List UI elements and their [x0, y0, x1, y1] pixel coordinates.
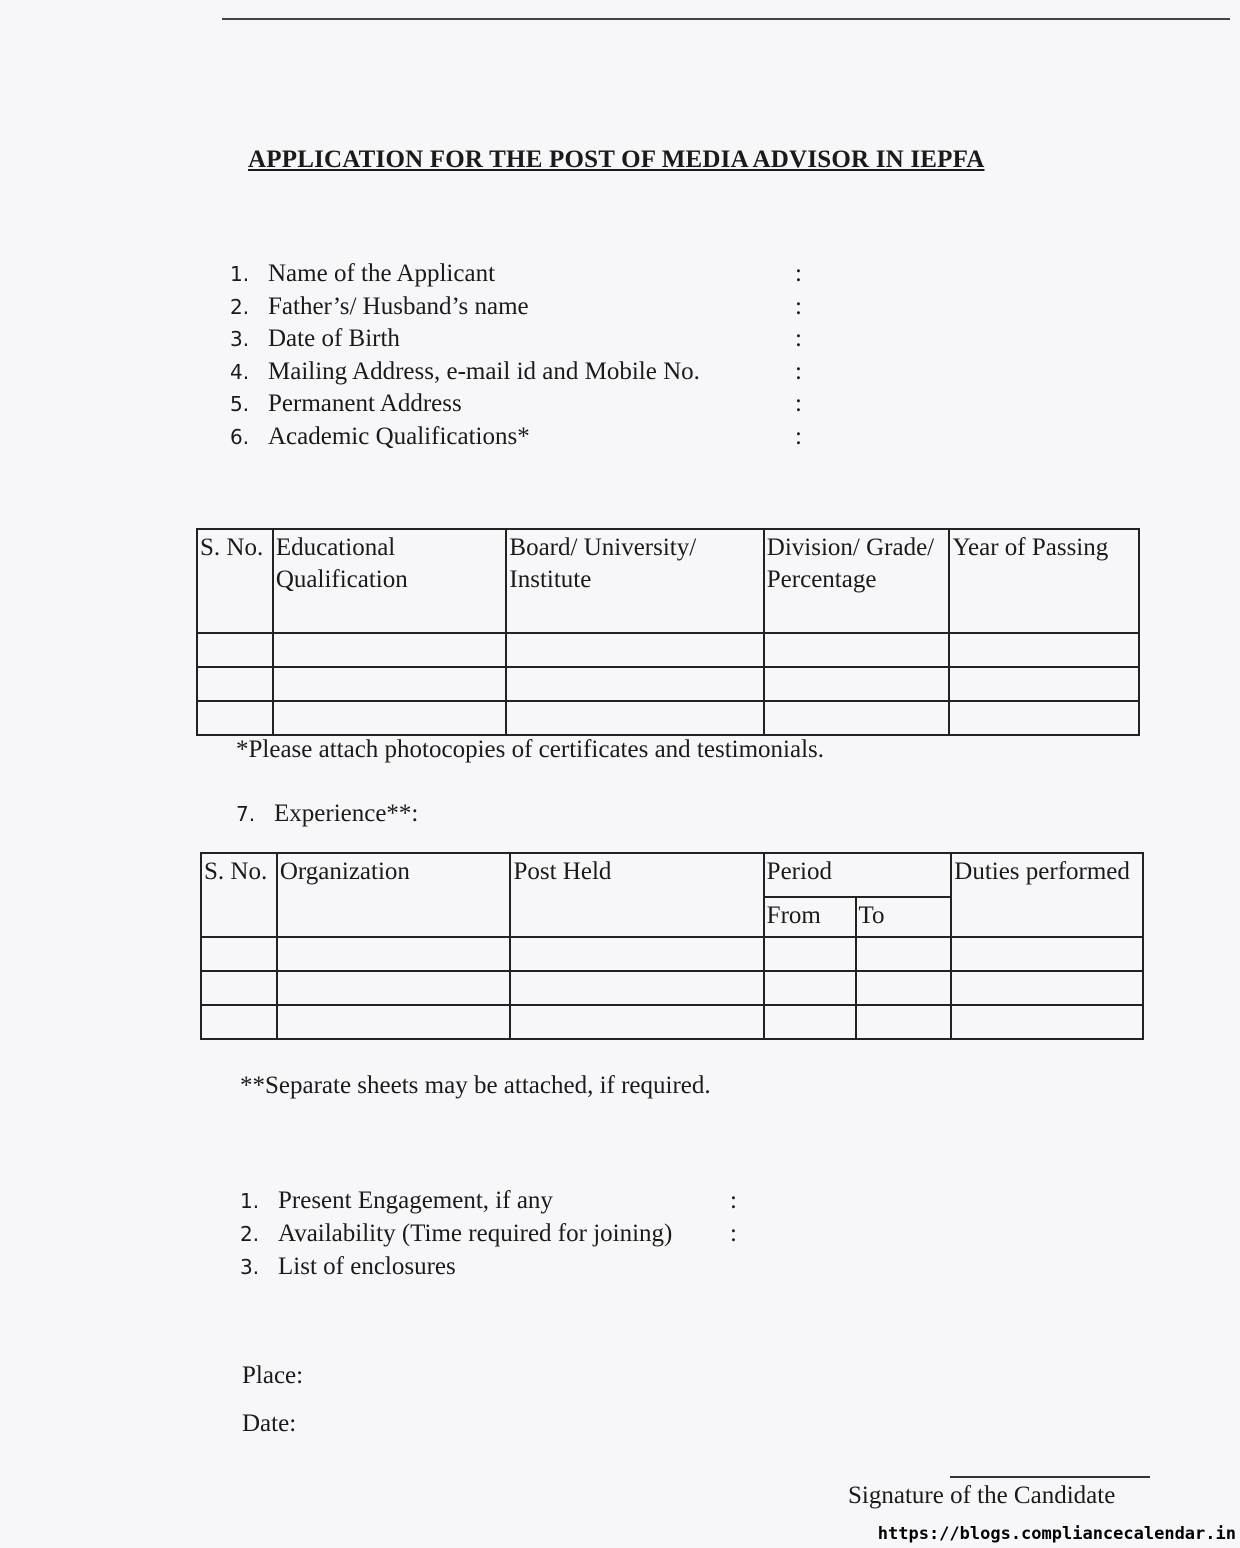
table-cell[interactable]	[510, 937, 763, 971]
table-cell[interactable]	[506, 633, 763, 667]
table-cell[interactable]	[201, 1005, 277, 1039]
table-cell[interactable]	[951, 1005, 1143, 1039]
table-cell[interactable]	[273, 633, 507, 667]
table-cell[interactable]	[949, 633, 1139, 667]
item-number: 1.	[240, 1189, 260, 1213]
field-row	[240, 1184, 737, 1217]
field-label: Permanent Address	[268, 390, 462, 417]
education-table	[196, 528, 1140, 736]
field-colon: :	[795, 325, 802, 352]
header-cell: From	[764, 897, 856, 937]
experience-note: **Separate sheets may be attached, if required.	[240, 1072, 711, 1099]
item-number: 3.	[230, 327, 250, 351]
table-cell[interactable]	[510, 971, 763, 1005]
field-row	[230, 388, 802, 421]
table-row	[201, 971, 1143, 1005]
header-cell: Board/ University/ Institute	[506, 529, 763, 633]
header-cell: S. No.	[197, 529, 273, 633]
field-label: Availability (Time required for joining)	[278, 1220, 673, 1247]
header-cell: Period	[764, 853, 952, 897]
personal-fields	[230, 258, 802, 453]
table-cell[interactable]	[764, 1005, 856, 1039]
table-cell[interactable]	[951, 971, 1143, 1005]
field-label: Date of Birth	[268, 325, 400, 352]
header-cell: Year of Passing	[949, 529, 1139, 633]
watermark-url: https://blogs.compliancecalendar.in	[877, 1524, 1236, 1544]
table-cell[interactable]	[197, 701, 273, 735]
field-label: Father’s/ Husband’s name	[268, 292, 529, 320]
table-cell[interactable]	[277, 937, 511, 971]
field-row	[230, 421, 802, 454]
field-colon: :	[730, 1187, 737, 1214]
table-cell[interactable]	[764, 971, 856, 1005]
header-cell: Educational Qualification	[273, 529, 507, 633]
field-row	[240, 1217, 737, 1250]
table-header-row	[197, 529, 1139, 633]
table-cell[interactable]	[856, 971, 952, 1005]
field-colon: :	[795, 260, 802, 287]
place-label: Place:	[242, 1362, 304, 1389]
date-label: Date:	[242, 1410, 297, 1437]
experience-heading	[236, 800, 418, 828]
header-cell: Post Held	[510, 853, 763, 937]
field-label: Mailing Address, e-mail id and Mobile No.	[268, 357, 700, 385]
table-cell[interactable]	[201, 971, 277, 1005]
header-cell: Duties performed	[951, 853, 1143, 937]
item-number: 4.	[230, 359, 250, 384]
scan-edge	[222, 18, 1230, 20]
table-cell[interactable]	[764, 701, 950, 735]
field-row	[230, 356, 802, 389]
experience-label: Experience**:	[274, 800, 419, 827]
table-cell[interactable]	[197, 633, 273, 667]
table-cell[interactable]	[949, 667, 1139, 701]
table-cell[interactable]	[856, 937, 952, 971]
table-cell[interactable]	[764, 667, 950, 701]
field-row	[230, 258, 802, 291]
table-row	[197, 701, 1139, 735]
field-colon: :	[730, 1220, 737, 1247]
table-row	[201, 1005, 1143, 1039]
table-header-row	[201, 853, 1143, 897]
table-cell[interactable]	[764, 937, 856, 971]
signature-label: Signature of the Candidate	[848, 1482, 1116, 1509]
field-row	[230, 323, 802, 356]
signature-line	[950, 1476, 1150, 1478]
table-cell[interactable]	[764, 633, 950, 667]
item-number: 6.	[230, 424, 250, 449]
table-cell[interactable]	[277, 971, 511, 1005]
item-number: 2.	[240, 1222, 260, 1246]
field-label: Academic Qualifications*	[268, 422, 530, 450]
field-colon: :	[795, 390, 802, 417]
education-note: *Please attach photocopies of certificates and testimonials.	[236, 736, 825, 763]
table-cell[interactable]	[197, 667, 273, 701]
field-label: Name of the Applicant	[268, 260, 496, 287]
field-colon: :	[795, 422, 802, 450]
table-cell[interactable]	[856, 1005, 952, 1039]
field-colon: :	[795, 357, 802, 385]
header-cell: To	[856, 897, 952, 937]
table-cell[interactable]	[273, 667, 507, 701]
table-cell[interactable]	[506, 701, 763, 735]
table-cell[interactable]	[949, 701, 1139, 735]
other-fields	[240, 1184, 737, 1283]
table-cell[interactable]	[506, 667, 763, 701]
item-number: 3.	[240, 1255, 260, 1279]
table-cell[interactable]	[201, 937, 277, 971]
item-number: 5.	[230, 392, 250, 416]
table-row	[197, 633, 1139, 667]
field-row	[240, 1250, 672, 1283]
table-cell[interactable]	[277, 1005, 511, 1039]
field-label: Present Engagement, if any	[278, 1187, 553, 1214]
table-row	[201, 937, 1143, 971]
table-row	[197, 667, 1139, 701]
item-number: 1.	[230, 262, 250, 286]
page-title: APPLICATION FOR THE POST OF MEDIA ADVISOR IN IEPFA	[248, 146, 985, 173]
field-colon: :	[795, 292, 802, 320]
experience-table	[200, 852, 1144, 1040]
header-cell: Division/ Grade/ Percentage	[764, 529, 950, 633]
header-cell: Organization	[277, 853, 511, 937]
table-cell[interactable]	[273, 701, 507, 735]
header-cell: S. No.	[201, 853, 277, 937]
table-cell[interactable]	[510, 1005, 763, 1039]
field-row	[230, 291, 802, 324]
field-label: List of enclosures	[278, 1253, 456, 1280]
item-number: 2.	[230, 294, 250, 319]
table-cell[interactable]	[951, 937, 1143, 971]
item-number: 7.	[236, 802, 256, 826]
